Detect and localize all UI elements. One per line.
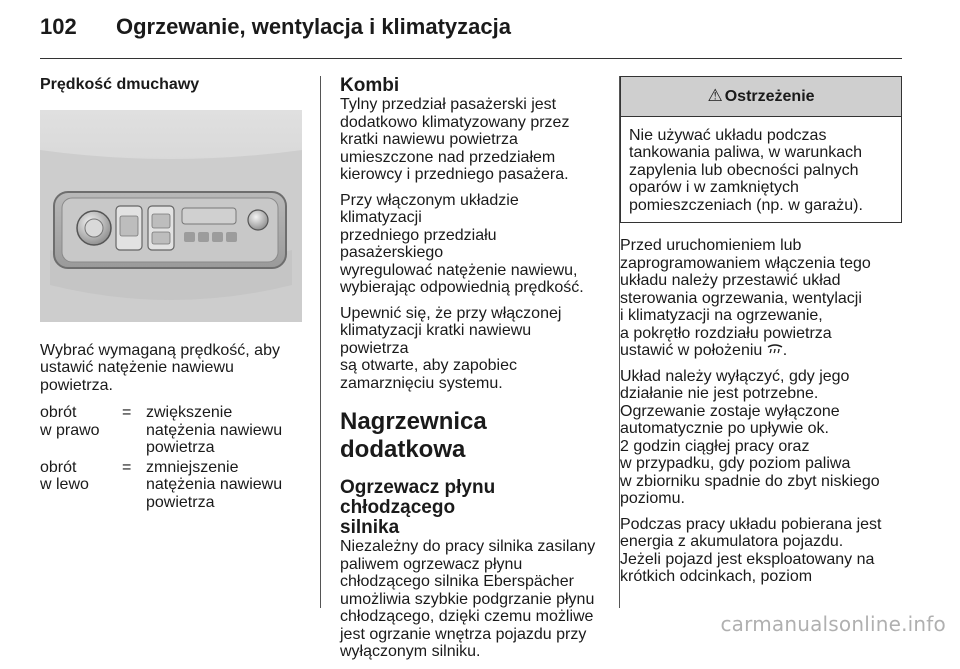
page-number: 102 xyxy=(40,14,77,39)
rotation-direction: obrót w lewo xyxy=(40,458,89,493)
battery-paragraph: Podczas pracy układu pobierana jest energia z akumulatora pojazdu. Jeżeli pojazd jest eksploatowany na krótkich odcinkach, poziom xyxy=(620,515,882,585)
windshield-defrost-icon xyxy=(767,343,783,357)
column-right xyxy=(620,76,902,594)
kombi-paragraph-3: Upewnić się, że przy włączonej klimatyzacji kratki nawiewu powietrza są otwarte, aby zapobiec zamarznięciu systemu. xyxy=(340,304,562,392)
rotation-effect: zmniejszenie natężenia nawiewu powietrza xyxy=(146,458,283,511)
setup-text: Przed uruchomieniem lub zaprogramowaniem włączenia tego układu należy przestawić układ sterowania ogrzewania, wentylacji i klimatyzacji na ogrzewanie, a pokrętło rozdziału powietrza ustawić w położeniu xyxy=(620,237,871,359)
watermark: carmanualsonline.info xyxy=(720,612,946,636)
coolant-heater-paragraph: Niezależny do pracy silnika zasilany paliwem ogrzewacz płynu chłodzącego silnika Eberspächer umożliwia szybkie podgrzanie płynu chłodzącego, dzięki czemu możliwe jest ogrzanie wnętrza pojazdu przy wyłączonym silniku. xyxy=(340,538,596,660)
heater-setup-paragraph xyxy=(620,237,902,360)
equals-sign: = xyxy=(122,404,132,421)
equals-sign: = xyxy=(122,458,132,476)
column-left xyxy=(40,76,306,513)
warning-triangle-icon: ⚠ xyxy=(707,86,723,105)
blower-speed-paragraph: Wybrać wymaganą prędkość, aby ustawić natężenie nawiewu powietrza. xyxy=(40,341,280,394)
header-divider xyxy=(40,58,902,59)
kombi-paragraph-2: Przy włączonym układzie klimatyzacji przedniego przedziału pasażerskiego wyregulować natężenie nawiewu, wybierając odpowiednią prędkość. xyxy=(340,191,584,296)
rotation-table xyxy=(40,404,306,511)
warning-box xyxy=(620,76,902,223)
blower-panel-drawing xyxy=(40,110,302,322)
rotation-direction: obrót w prawo xyxy=(40,404,100,439)
column-middle xyxy=(340,76,604,669)
rear-blower-control-illustration xyxy=(40,110,302,322)
page-title: Ogrzewanie, wentylacja i klimatyzacja xyxy=(116,14,511,39)
warning-title: Ostrzeżenie xyxy=(724,88,815,105)
auxiliary-heater-heading: Nagrzewnica dodatkowa xyxy=(340,408,487,463)
setup-text-end: . xyxy=(782,342,788,359)
kombi-paragraph-1: Tylny przedział pasażerski jest dodatkowo klimatyzowany przez kratki nawiewu powietrza umieszczone nad przedziałem kierowcy i przedniego pasażera. xyxy=(340,96,570,183)
coolant-heater-heading: Ogrzewacz płynu chłodzącego silnika xyxy=(340,477,496,538)
kombi-heading: Kombi xyxy=(340,75,400,96)
table-row xyxy=(40,404,306,457)
warning-text: Nie używać układu podczas tankowania paliwa, w warunkach zapylenia lub obecności palnych oparów i w zamkniętych pomieszczeniach (np. w garażu). xyxy=(629,126,863,214)
warning-header xyxy=(621,77,901,117)
table-row xyxy=(40,459,306,512)
column-divider xyxy=(320,76,321,608)
rotation-effect: zwiększenie natężenia nawiewu powietrza xyxy=(146,404,283,456)
page-header xyxy=(40,14,511,40)
blower-speed-heading: Prędkość dmuchawy xyxy=(40,76,200,93)
heater-shutdown-paragraph: Układ należy wyłączyć, gdy jego działanie nie jest potrzebne. Ogrzewanie zostaje wyłączone automatycznie po upływie ok. 2 godzin ciągłej pracy oraz w przypadku, gdy poziom paliwa w zbiorniku spadnie do zbyt niskiego poziomu. xyxy=(620,367,880,507)
